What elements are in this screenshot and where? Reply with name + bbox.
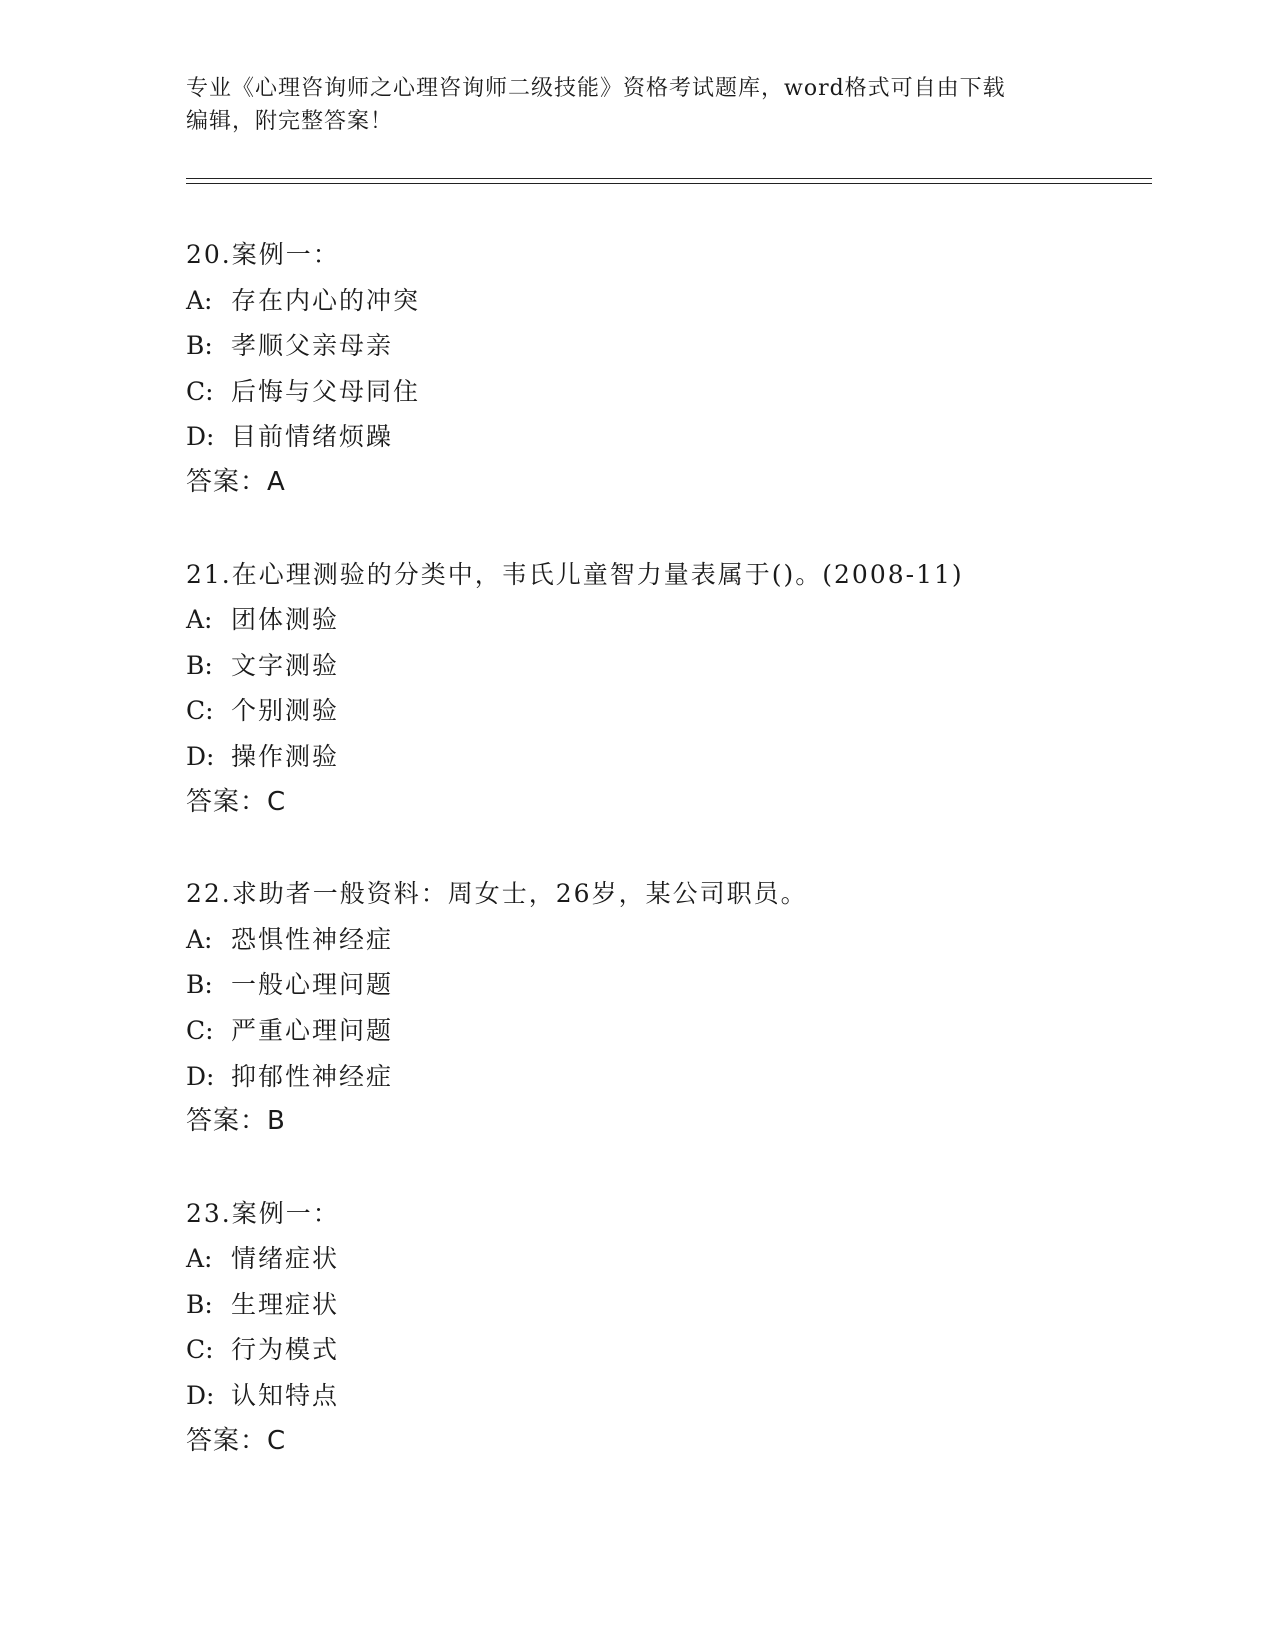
option-text: 严重心理问题 — [231, 1015, 394, 1045]
option-text: 恐惧性神经症 — [231, 924, 394, 954]
option-text: 认知特点 — [231, 1381, 340, 1411]
option-letter: D: — [186, 1381, 215, 1411]
option-b — [186, 1282, 1146, 1328]
option-d — [186, 1373, 1146, 1419]
question-20 — [186, 232, 1146, 506]
option-b — [186, 962, 1146, 1008]
option-d — [186, 1054, 1146, 1100]
question-23 — [186, 1191, 1146, 1465]
option-letter: B: — [186, 970, 213, 1000]
option-c — [186, 1008, 1146, 1054]
question-stem: 20.案例一： — [186, 240, 340, 269]
option-b — [186, 643, 1146, 689]
answer-line: 答案：B — [186, 1106, 286, 1137]
header-divider-top — [186, 178, 1152, 179]
option-letter: B: — [186, 1289, 213, 1319]
option-text: 存在内心的冲突 — [231, 285, 421, 315]
option-letter: D: — [186, 741, 215, 771]
option-c — [186, 369, 1146, 415]
question-stem: 21.在心理测验的分类中，韦氏儿童智力量表属于()。(2008-11) — [186, 559, 964, 589]
question-stem: 23.案例一： — [186, 1198, 340, 1228]
option-text: 一般心理问题 — [231, 970, 394, 1000]
question-stem: 22.求助者一般资料：周女士，26岁，某公司职员。 — [186, 879, 808, 909]
option-d — [186, 414, 1146, 460]
header-line-2: 编辑，附完整答案！ — [186, 109, 394, 134]
header-divider-bottom — [186, 183, 1152, 184]
option-letter: C: — [186, 1015, 214, 1045]
option-text: 个别测验 — [231, 696, 340, 726]
option-letter: A: — [186, 924, 213, 954]
option-a — [186, 917, 1146, 963]
option-letter: D: — [186, 422, 215, 452]
option-b — [186, 323, 1146, 369]
answer-line: 答案：C — [186, 1425, 287, 1456]
question-list — [186, 232, 1146, 1510]
option-text: 行为模式 — [231, 1335, 340, 1365]
option-letter: C: — [186, 1335, 214, 1365]
option-c — [186, 688, 1146, 734]
question-22 — [186, 871, 1146, 1145]
option-text: 目前情绪烦躁 — [231, 422, 394, 452]
option-letter: B: — [186, 650, 213, 680]
option-d — [186, 734, 1146, 780]
option-letter: C: — [186, 376, 214, 406]
option-text: 生理症状 — [231, 1289, 340, 1319]
answer-line: 答案：A — [186, 466, 286, 497]
option-text: 抑郁性神经症 — [231, 1061, 394, 1091]
option-letter: B: — [186, 331, 213, 361]
option-text: 文字测验 — [231, 650, 340, 680]
option-text: 团体测验 — [231, 605, 340, 635]
option-c — [186, 1327, 1146, 1373]
document-header — [186, 72, 1066, 138]
option-a — [186, 278, 1146, 324]
option-letter: D: — [186, 1061, 215, 1091]
option-a — [186, 597, 1146, 643]
option-letter: A: — [186, 285, 213, 315]
option-text: 操作测验 — [231, 741, 340, 771]
option-a — [186, 1236, 1146, 1282]
option-letter: C: — [186, 696, 214, 726]
question-21 — [186, 552, 1146, 826]
option-text: 后悔与父母同住 — [231, 376, 421, 406]
answer-line: 答案：C — [186, 786, 287, 817]
header-line-1: 专业《心理咨询师之心理咨询师二级技能》资格考试题库，word格式可自由下载 — [186, 76, 1006, 101]
option-letter: A: — [186, 1244, 213, 1274]
option-letter: A: — [186, 605, 213, 635]
option-text: 情绪症状 — [231, 1244, 340, 1274]
option-text: 孝顺父亲母亲 — [231, 331, 394, 361]
